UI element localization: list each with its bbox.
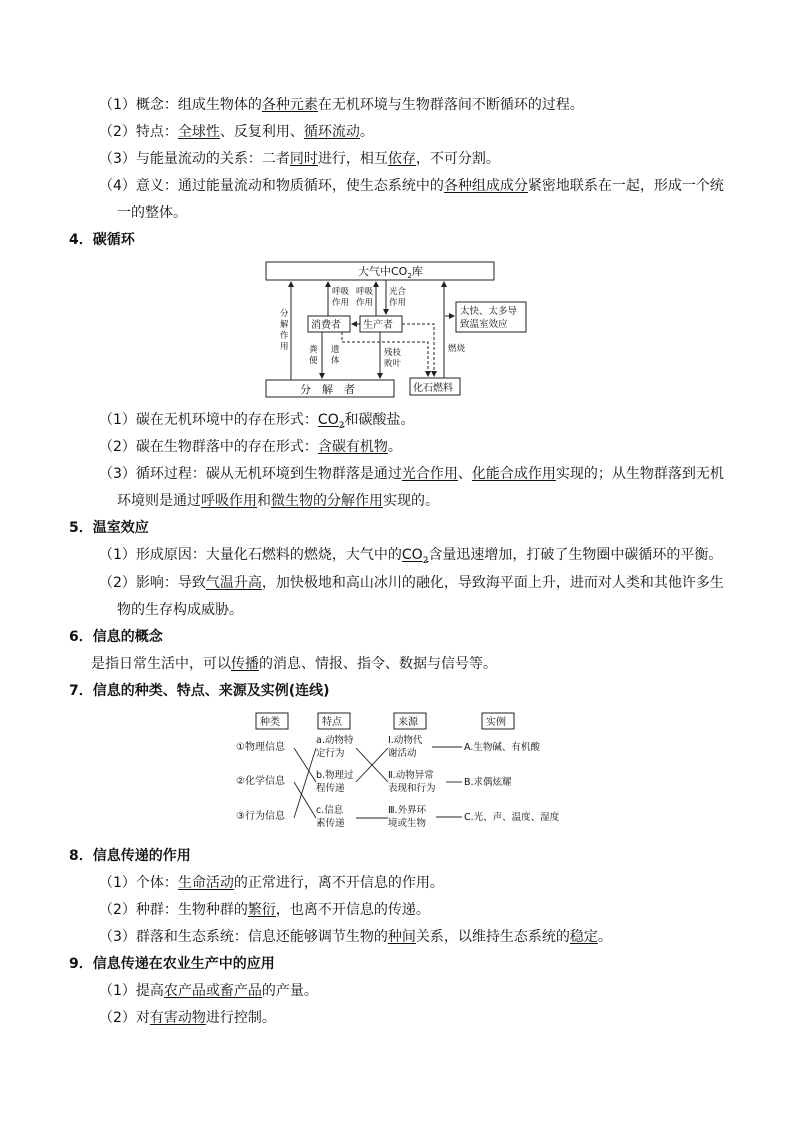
svg-text:分: 分	[280, 309, 289, 319]
agriculture-heading: 9．信息传递在农业生产中的应用	[69, 956, 275, 972]
yield-line: （1）提高农产品或畜产品的产量。	[99, 983, 318, 999]
feature-b-2: 程传递	[316, 783, 345, 794]
source-3-1: Ⅲ.外界环	[388, 805, 427, 816]
info-concept-line: 是指日常生活中，可以传播的消息、情报、指令、数据与信号等。	[91, 656, 497, 672]
source-1-2: 谢活动	[388, 748, 417, 759]
feature-a-1: a.动物特	[316, 735, 354, 746]
producer-label: 生产者	[363, 320, 393, 331]
cycle-process-line-cont: 环境则是通过呼吸作用和微生物的分解作用实现的。	[117, 493, 439, 509]
community-line: （3）群落和生态系统：信息还能够调节生物的种间关系，以维持生态系统的稳定。	[99, 929, 612, 945]
population-line: （2）种群：生物种群的繁衍，也离不开信息的传递。	[99, 902, 430, 918]
source-2-1: Ⅱ.动物异常	[388, 770, 434, 781]
fossil-fuel-label: 化石燃料	[413, 383, 453, 394]
consumer-label: 消费者	[311, 320, 341, 331]
cycle-process-line: （3）循环过程：碳从无机环境到生物群落是通过光合作用、化能合成作用实现的；从生物群落到无机	[99, 466, 724, 482]
pest-control-line: （2）对有害动物进行控制。	[99, 1010, 276, 1026]
concept-line: （1）概念：组成生物体的各种元素在无机环境与生物群落间不断循环的过程。	[99, 97, 584, 113]
atmosphere-label: 大气中$CO_2$库	[358, 265, 423, 280]
meaning-line-cont: 一的整体。	[117, 205, 187, 221]
example-b: B.求偶炫耀	[464, 777, 512, 788]
greenhouse-effect-line: （2）影响：导致气温升高，加快极地和高山冰川的融化，导致海平面上升，进而对人类和其他许多生	[99, 575, 724, 591]
svg-text:解: 解	[280, 320, 289, 330]
feature-line: （2）特点：全球性、反复利用、循环流动。	[99, 124, 374, 140]
svg-text:体: 体	[331, 356, 340, 366]
source-2-2: 表现和行为	[388, 783, 436, 794]
relation-line: （3）与能量流动的关系：二者同时进行，相互依存，不可分割。	[99, 151, 500, 167]
header-example: 实例	[486, 717, 506, 728]
greenhouse-heading: 5．温室效应	[69, 520, 149, 536]
feature-c-2: 素传递	[316, 818, 345, 829]
svg-text:残枝: 残枝	[384, 348, 402, 358]
svg-text:败叶: 败叶	[384, 359, 402, 369]
individual-line: （1）个体：生命活动的正常进行，离不开信息的作用。	[99, 875, 444, 891]
feature-b-1: b.物理过	[316, 770, 354, 781]
example-a: A.生物碱、有机酸	[464, 742, 540, 753]
svg-text:作用: 作用	[332, 298, 350, 308]
example-c: C.光、声、温度、湿度	[464, 812, 560, 823]
svg-text:燃烧: 燃烧	[448, 344, 466, 354]
svg-text:粪: 粪	[309, 345, 318, 355]
info-matching-diagram	[232, 710, 572, 836]
svg-text:呼吸: 呼吸	[356, 287, 374, 297]
info-concept-heading: 6．信息的概念	[69, 629, 163, 645]
greenhouse-note-line2: 致温室效应	[460, 319, 508, 330]
carbon-cycle-diagram	[258, 256, 548, 400]
header-source: 来源	[398, 717, 418, 728]
header-feature: 特点	[322, 717, 342, 728]
greenhouse-effect-line-cont: 物的生存构成威胁。	[117, 602, 243, 618]
svg-text:作用: 作用	[356, 298, 374, 308]
svg-text:便: 便	[309, 356, 318, 366]
svg-text:作: 作	[280, 331, 289, 341]
svg-text:遗: 遗	[331, 345, 340, 355]
type-physical: ①物理信息	[236, 742, 285, 753]
inorganic-form-line: （1）碳在无机环境中的存在形式：$CO_2$和碳酸盐。	[99, 412, 415, 431]
svg-text:用: 用	[280, 342, 289, 352]
info-types-heading: 7．信息的种类、特点、来源及实例(连线)	[69, 683, 330, 699]
source-3-2: 境或生物	[388, 818, 427, 829]
carbon-cycle-heading: 4．碳循环	[69, 232, 135, 248]
header-type: 种类	[260, 717, 280, 728]
greenhouse-note-line1: 太快、太多导	[460, 306, 518, 317]
greenhouse-cause-line: （1）形成原因：大量化石燃料的燃烧，大气中的$CO_2$含量迅速增加，打破了生物圈中碳循环的平衡。	[99, 547, 723, 566]
svg-text:光合: 光合	[389, 287, 407, 297]
info-role-heading: 8．信息传递的作用	[69, 848, 191, 864]
feature-c-1: c.信息	[316, 805, 344, 816]
meaning-line: （4）意义：通过能量流动和物质循环，使生态系统中的各种组成成分紧密地联系在一起，形成一个统	[99, 178, 724, 194]
feature-a-2: 定行为	[316, 748, 345, 759]
source-1-1: Ⅰ.动物代	[388, 735, 423, 746]
decomposer-label: 分 解 者	[300, 383, 355, 396]
type-behavior: ③行为信息	[236, 811, 285, 822]
organic-form-line: （2）碳在生物群落中的存在形式：含碳有机物。	[99, 439, 402, 455]
svg-text:呼吸: 呼吸	[332, 287, 350, 297]
svg-text:作用: 作用	[389, 298, 407, 308]
type-chemical: ②化学信息	[236, 776, 285, 787]
